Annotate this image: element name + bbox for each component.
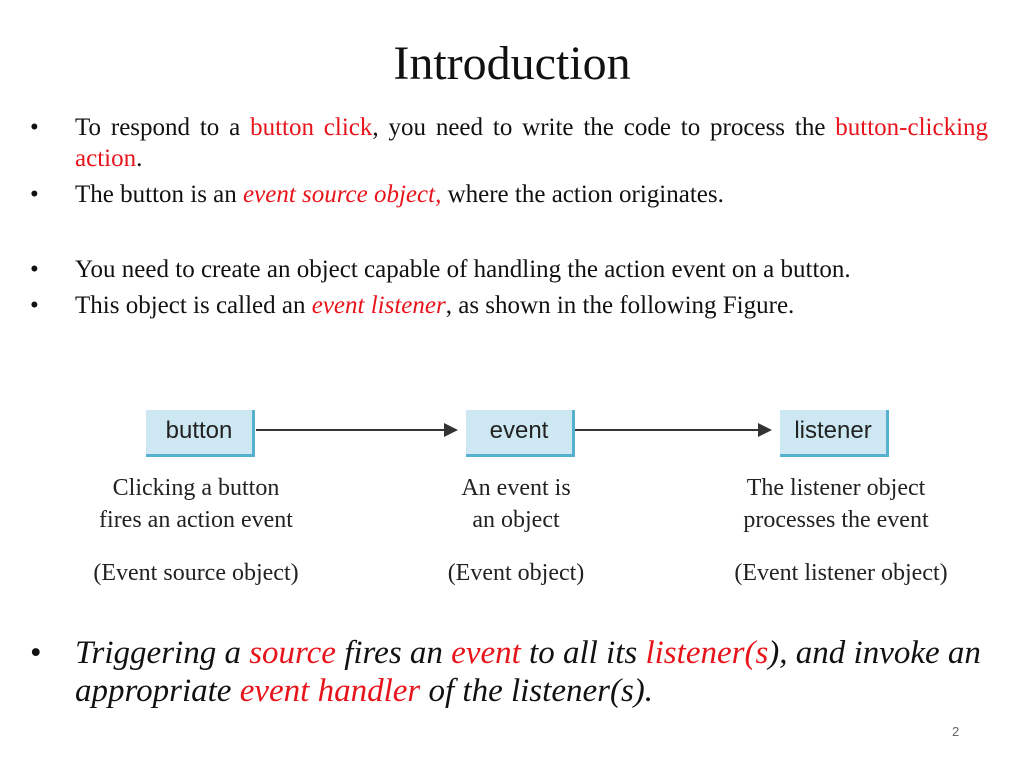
bullet-text: , you need to write the code to process the [372,114,836,141]
source-caption [76,472,316,536]
highlight-text: event listener [311,292,446,319]
caption-line: An event is [461,475,571,501]
listener-caption [716,472,956,536]
caption-line: processes the event [743,507,929,533]
caption-line: an object [472,507,560,533]
summary-part: ), and invoke an appropriate [75,635,981,709]
highlight-text: button-clicking action [75,114,989,172]
listener-box: listener [780,410,889,457]
right-arrow-icon [575,429,770,431]
bullet-dot: • [30,256,39,283]
bullet-item [30,254,988,285]
bullet-text: The button is an [75,181,244,208]
bullet-dot: • [30,181,39,208]
summary-text [30,634,990,710]
highlight-text: listener(s [645,635,769,671]
right-arrow-icon [256,429,456,431]
button-box: button [146,410,255,457]
summary-part: to all its [520,635,646,671]
source-subcaption: (Event source object) [93,560,299,586]
bullet-item [30,179,988,210]
caption-line: Clicking a button [112,475,280,501]
bullet-item [30,290,988,321]
bullet-text: To respond to a [75,114,251,141]
caption-line: fires an action event [99,507,293,533]
bullet-dot: • [30,292,39,319]
bullet-item [30,112,988,174]
listener-subcaption: (Event listener object) [734,560,948,586]
bullet-dot: • [30,114,39,141]
highlight-text: event source object, [243,181,442,208]
bullet-text: where the action originates. [441,181,724,208]
slide-title: Introduction [393,37,631,90]
bullet-text: This object is called an [75,292,312,319]
caption-line: The listener object [746,475,926,501]
summary-bullet [30,634,990,710]
highlight-text: button click [250,114,373,141]
bullet-dot: • [30,635,42,671]
event-flow-figure [76,400,976,600]
bullet-list [30,112,988,321]
event-subcaption: (Event object) [447,560,585,586]
summary-part: of the listener(s). [420,673,654,709]
bullet-text: . [136,145,143,172]
event-caption [406,472,626,536]
event-box: event [466,410,575,457]
highlight-text: source [249,635,336,671]
bullet-text: You need to create an object capable of handling the action event on a button. [75,256,851,283]
page-number: 2 [952,724,960,739]
highlight-text: event [451,635,521,671]
summary-part: fires an [335,635,452,671]
summary-part: Triggering a [75,635,250,671]
highlight-text: event handler [239,673,421,709]
bullet-text: , as shown in the following Figure. [445,292,795,319]
